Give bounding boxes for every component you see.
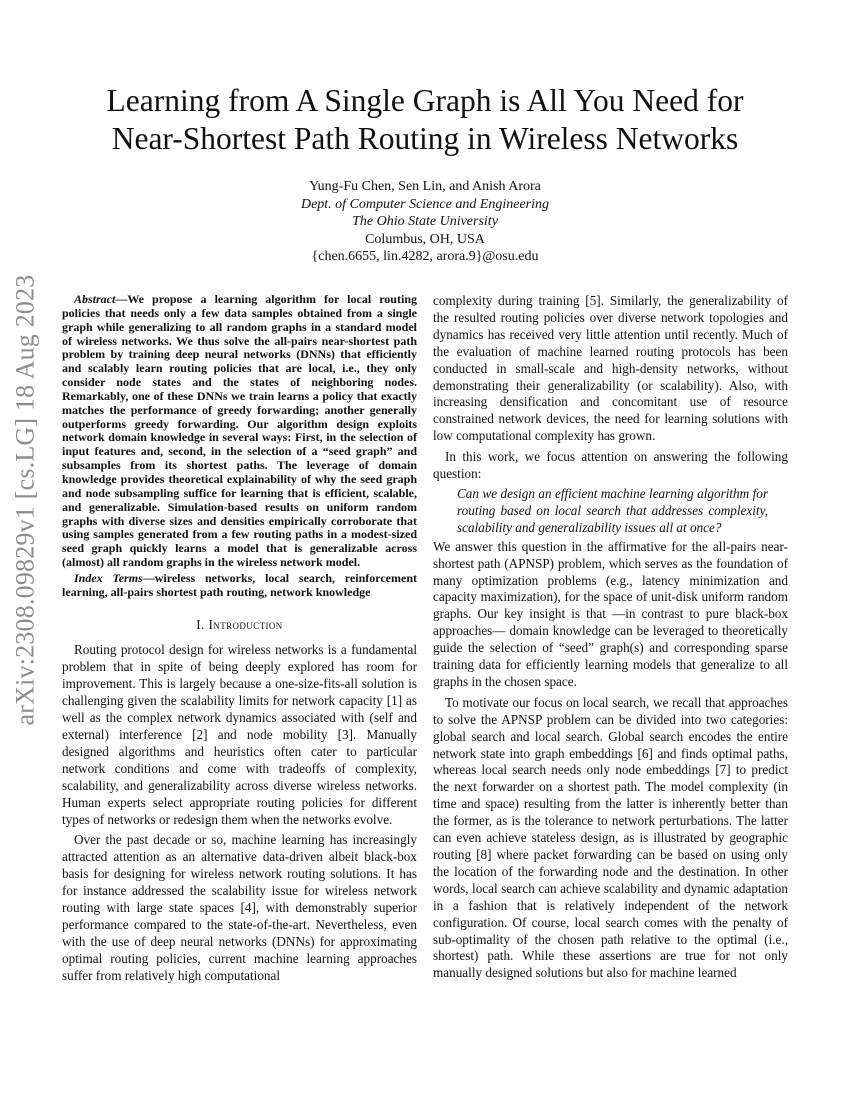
section-heading-introduction: [62, 617, 417, 634]
paper-title: [60, 82, 790, 158]
author-university: The Ohio State University: [352, 214, 498, 229]
index-terms-text: —wireless networks, local search, reinforcement learning, all-pairs shortest path routing, network knowledge: [62, 570, 418, 599]
left-column: [62, 293, 417, 985]
intro-paragraph-5: We answer this question in the affirmative for the all-pairs near-shortest path (APNSP) problem, which serves as the foundation of many optimization problems (e.g., latency minimization and capacity maximization), for the space of unit-disk uniform random graphs. Our key insight is that —in contrast to pure black-box approaches— domain knowledge can be leveraged to theoretically guide the selection of “seed” graph(s) and corresponding sparse training data for efficiently learning models that generalize to all graphs in the chosen space.: [433, 538, 788, 689]
author-emails: {chen.6655, lin.4282, arora.9}@osu.edu: [311, 249, 539, 264]
arxiv-identifier-stamp: [2, 274, 48, 726]
intro-paragraph-1: Routing protocol design for wireless networks is a fundamental problem that in spite of being deeply explored has room for improvement. This is largely because a one-size-fits-all solution is challenging given the scalability limits for network capacity [1] as well as the complex network dynamics associated with (self and external) interference [2] and node mobility [3]. Manually designed algorithms and heuristics often cater to particular network conditions and come with tradeoffs of complexity, scalability, and generalizability across diverse wireless networks. Human experts select appropriate routing policies for different types of networks or redesign them when the networks evolve.: [62, 642, 417, 827]
abstract-label: Abstract: [74, 292, 116, 306]
abstract-text: —We propose a learning algorithm for local routing policies that needs only a few data samples obtained from a single graph while generalizing to all random graphs in a standard model of wireless networks. We thus solve the all-pairs near-shortest path problem by training deep neural networks (DNNs) that efficiently and scalably learn routing policies that are local, i.e., they only consider node states and the states of neighboring nodes. Remarkably, one of these DNNs we train learns a policy that exactly matches the performance of greedy forwarding; another generally outperforms greedy forwarding. Our algorithm design exploits network domain knowledge in several ways: First, in the selection of input features and, second, in the selection of a “seed graph” and subsamples from its shortest paths. The leverage of domain knowledge provides theoretical explainability of why the seed graph and node subsampling suffice for learning that is efficient, scalable, and generalizable. Simulation-based results on uniform random graphs with diverse sizes and densities empirically corroborate that using samples generated from a few routing paths in a modest-sized seed graph quickly learns a model that is generalizable across (almost) all random graphs in the wireless network model.: [62, 292, 417, 570]
section-number: I.: [196, 616, 205, 632]
abstract-paragraph: [62, 293, 417, 570]
index-terms-paragraph: [62, 572, 417, 600]
arxiv-identifier-text: arXiv:2308.09829v1 [cs.LG] 18 Aug 2023: [10, 274, 39, 726]
title-line-1: Learning from A Single Graph is All You Need for: [106, 83, 744, 118]
author-block: [200, 178, 650, 266]
intro-paragraph-4: In this work, we focus attention on answering the following question:: [433, 449, 788, 482]
intro-paragraph-3: complexity during training [5]. Similarly, the generalizability of the resulted routing policies over diverse network topologies and dynamics has received very little attention until recently. Much of the evaluation of machine learned routing protocols has been conducted in small-scale and high-density networks, without demonstrating their generalizability (or scalability). Also, with increasing densification and concomitant use of resource constrained network devices, the need for learning solutions with low computational complexity has grown.: [433, 293, 788, 444]
author-location: Columbus, OH, USA: [365, 231, 485, 247]
research-question-quote: Can we design an efficient machine learning algorithm for routing based on local search that addresses complexity, scalability and generalizability issues all at once?: [457, 485, 768, 535]
intro-paragraph-2: Over the past decade or so, machine learning has increasingly attracted attention as an alternative data-driven albeit black-box basis for designing for wireless network routing solutions. It has for instance addressed the scalability issue for wireless network routing with large state spaces [4], with demonstrably superior performance compared to the state-of-the-art. Nevertheless, even with the use of deep neural networks (DNNs) for approximating optimal routing policies, current machine learning approaches suffer from relatively high computational: [62, 832, 417, 983]
title-line-2: Near-Shortest Path Routing in Wireless Networks: [111, 121, 739, 156]
right-column: [433, 293, 788, 982]
author-names: Yung-Fu Chen, Sen Lin, and Anish Arora: [309, 179, 541, 194]
author-department: Dept. of Computer Science and Engineering: [300, 196, 550, 212]
index-terms-label: Index Terms: [74, 570, 143, 585]
intro-paragraph-6: To motivate our focus on local search, we recall that approaches to solve the APNSP problem can be divided into two categories: global search and local search. Global search encodes the entire network state into graph embeddings [6] and finds optimal paths, whereas local search needs only node embeddings [7] to predict the next forwarder on a shortest path. The model complexity (in time and space) resulting from the latter is inherently better than the former, as is the tolerance to network perturbations. The latter can even achieve stateless design, as is illustrated by geographic routing [8] where packet forwarding can be based on using only the location of the forwarding node and the destination. In other words, local search can achieve scalability and dynamic adaptation in a fashion that is relatively independent of the network configuration. Of course, local search comes with the penalty of sub-optimality of the chosen path relative to the optimal (i.e., shortest) path. While these assertions are true for not only manually designed solutions but also for machine learned: [433, 694, 788, 981]
section-title: Introduction: [208, 616, 283, 632]
